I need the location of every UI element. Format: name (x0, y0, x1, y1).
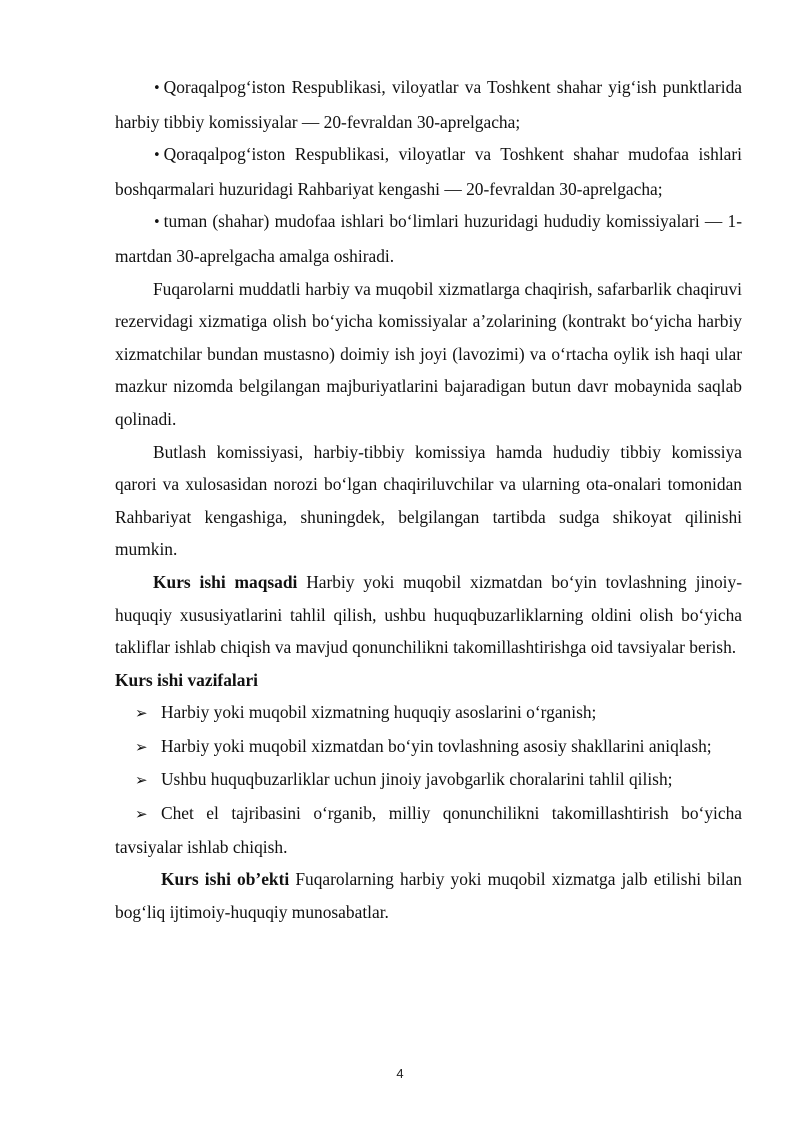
bullet-dot-icon (153, 211, 164, 231)
bullet-dot-icon (153, 77, 164, 97)
obekt-text: Fuqarolarning harbiy yoki muqobil xizmatga jalb etilishi bilan bog‘liq ijtimoiy-huquqiy munosabatlar. (115, 869, 742, 922)
maqsad-text: Harbiy yoki muqobil xizmatdan bo‘yin tovlashning jinoiy-huquqiy xususiyatlarini tahlil qilish, ushbu huquqbuzarliklarning oldini olish bo‘yicha takliflar ishlab chiqish va mavjud qonunchilikni takomillashtirishga oid tavsiyalar berish. (115, 571, 742, 658)
vazifa-text: Harbiy yoki muqobil xizmatdan bo‘yin tovlashning asosiy shakllarini aniqlash; (161, 735, 712, 756)
arrowhead-bullet-icon: ➢ (135, 737, 148, 756)
paragraph-maqsad (115, 566, 742, 664)
bullet-item (115, 138, 742, 205)
maqsad-label: Kurs ishi maqsadi (153, 571, 298, 592)
bullet-dot-icon (153, 144, 164, 164)
paragraph-complaint: Butlash komissiyasi, harbiy-tibbiy komissiya hamda hududiy tibbiy komissiya qarori va xulosasidan norozi bo‘lgan chaqiriluvchilar va ularning ota-onalari tomonidan Rahbariyat kengashiga, shuningdek, belgilangan tartibda sudga shikoyat qilinishi mumkin. (115, 441, 742, 560)
arrowhead-bullet-icon: ➢ (135, 704, 148, 723)
vazifalar-heading-text: Kurs ishi vazifalari (115, 669, 258, 690)
bullet-item (115, 71, 742, 138)
page-number: 4 (396, 1066, 404, 1081)
arrowhead-bullet-icon: ➢ (135, 771, 148, 790)
vazifa-item (115, 730, 742, 764)
vazifalar-heading (115, 664, 742, 697)
bullet-text: tuman (shahar) mudofaa ishlari bo‘limlari huzuridagi hududiy komissiyalari — 1-martdan 30-aprelgacha amalga oshiradi. (115, 211, 742, 266)
vazifa-text: Harbiy yoki muqobil xizmatning huquqiy asoslarini o‘rganish; (161, 702, 597, 723)
bullet-item (115, 205, 742, 272)
vazifa-item (115, 696, 742, 730)
vazifa-text: Ushbu huquqbuzarliklar uchun jinoiy javobgarlik choralarini tahlil qilish; (161, 769, 673, 790)
vazifa-item (115, 797, 742, 863)
obekt-label: Kurs ishi ob’ekti (161, 869, 290, 890)
paragraph-membership: Fuqarolarni muddatli harbiy va muqobil xizmatlarga chaqirish, safarbarlik chaqiruvi rezervidagi xizmatiga olish bo‘yicha komissiyalar a’zolarining (kontrakt bo‘yicha harbiy xizmatchilar bundan mustasno) doimiy ish joyi (lavozimi) va o‘rtacha oylik ish haqi ular mazkur nizomda belgilangan majburiyatlarini bajaradigan butun davr mobaynida saqlab qolinadi. (115, 278, 742, 429)
paragraph-obekt (115, 863, 742, 928)
arrowhead-bullet-icon: ➢ (135, 805, 148, 824)
bullet-text: Qoraqalpog‘iston Respublikasi, viloyatlar va Toshkent shahar mudofaa ishlari boshqarmalari huzuridagi Rahbariyat kengashi — 20-fevraldan 30-aprelgacha; (115, 144, 742, 199)
vazifa-item (115, 763, 742, 797)
document-body (115, 71, 742, 928)
vazifa-text: Chet el tajribasini o‘rganib, milliy qonunchilikni takomillashtirish bo‘yicha tavsiyalar ishlab chiqish. (115, 803, 742, 857)
bullet-text: Qoraqalpog‘iston Respublikasi, viloyatlar va Toshkent shahar yig‘ish punktlarida harbiy tibbiy komissiyalar — 20-fevraldan 30-aprelgacha; (115, 77, 742, 132)
